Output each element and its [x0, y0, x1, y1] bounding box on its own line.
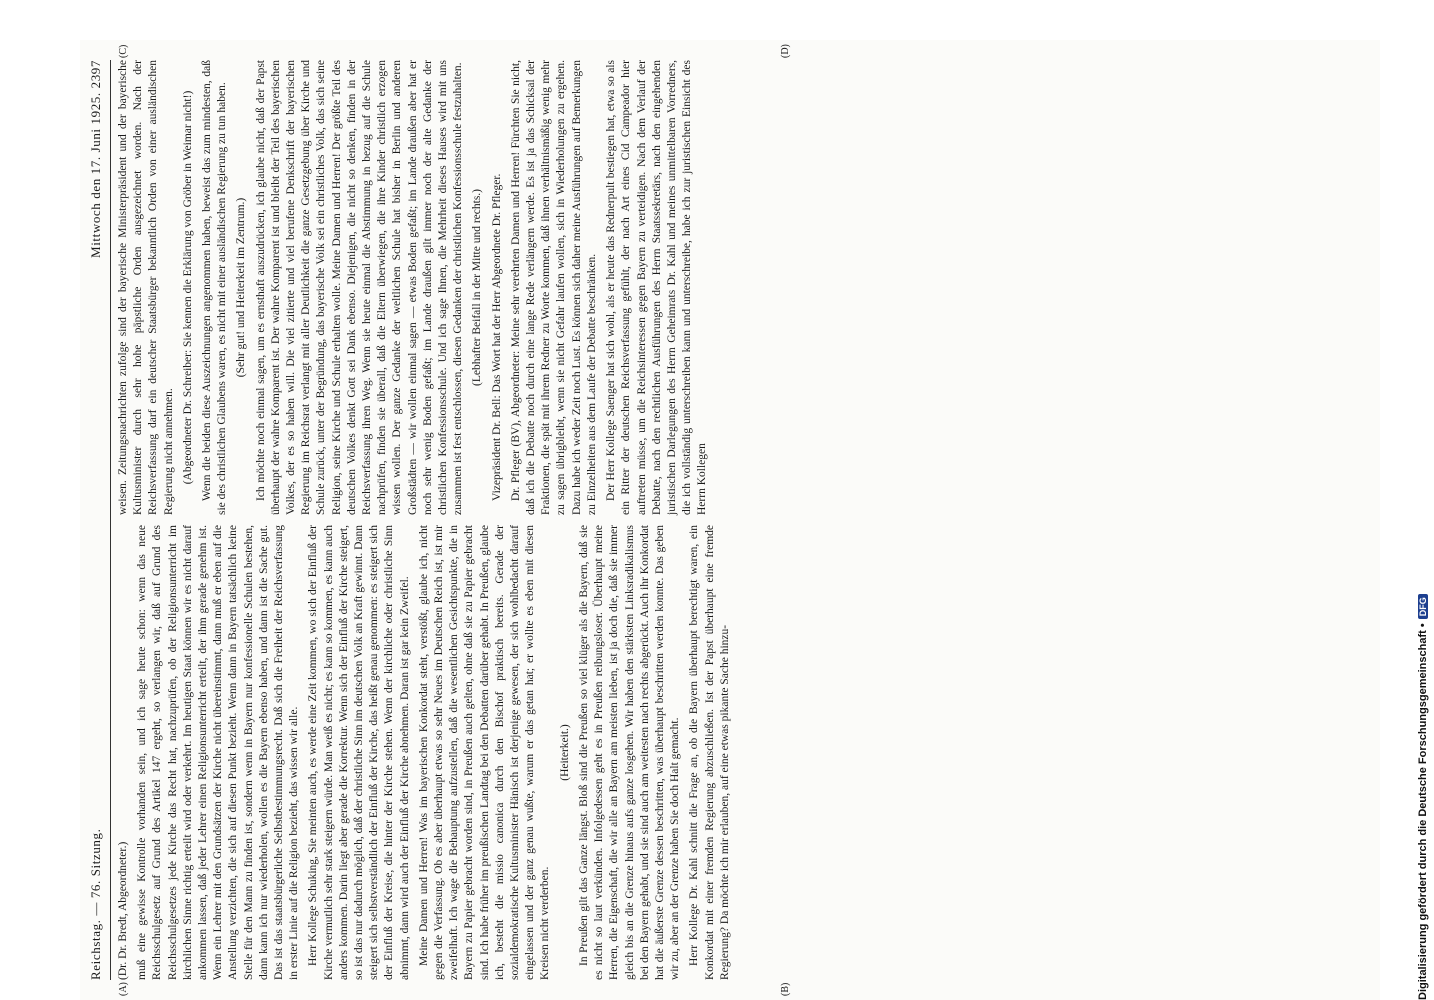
funding-credit: [1417, 20, 1429, 1000]
margin-mark-b: (B): [780, 982, 791, 996]
margin-mark-d: (D): [780, 44, 791, 58]
interjection: (Lebhafter Beifall in der Mitte und rechts.): [471, 188, 484, 387]
interjection: (Abgeordneter Dr. Schreiber: Sie kennen die Erklärung von Gröber in Weimar nicht!): [181, 90, 194, 485]
speaker-tag: (Dr. Dr. Bredt, Abgeordneter.): [117, 841, 129, 980]
header-rule: [110, 60, 111, 980]
credit-text: Digitalisierung gefördert durch die Deutsche Forschungsgemeinschaft •: [1417, 623, 1429, 1000]
paragraph: Dr. Pfleger (BV), Abgeordneter: Meine sehr verehrten Damen und Herren! Fürchten Sie nicht, daß ich die Debatte noch durch eine lange Rede verlängern werde. Es ist ja das Schicksal der Fraktionen, die spät mit ihrem Redner zu Worte kommen, daß ihnen verhältnismäßig wenig mehr zu sagen übrigbleibt, wenn sie nicht Gefahr laufen wollen, sich in Wiederholungen zu ergehen. Dazu habe ich weder Zeit noch Lust. Es können sich daher meine Ausführungen auf Bemerkungen zu Einzelheiten aus dem Laufe der Debatte beschränken.: [509, 60, 598, 515]
right-column: [116, 60, 715, 515]
header-right: Mittwoch den 17. Juni 1925. 2397: [88, 60, 103, 258]
margin-mark-c: (C): [118, 44, 129, 58]
dfg-logo: DFG: [1418, 594, 1428, 619]
header-left: Reichstag. — 76. Sitzung.: [88, 828, 103, 980]
speaker-intro: Vizepräsident Dr. Bell: Das Wort hat der Herr Abgeordnete Dr. Pfleger.: [490, 173, 503, 501]
page-header: [88, 60, 110, 980]
margin-mark-a: (A): [118, 982, 129, 996]
paragraph: weisen. Zeitungsnachrichten zufolge sind der bayerische Ministerpräsident und der bayerische Kultusminister durch sehr hohe päpstliche Orden ausgezeichnet worden. Nach der Reichsverfassung darf ein deutscher Staatsbürger bekanntlich Orden von einer ausländischen Regierung nicht annehmen.: [117, 60, 175, 515]
interjection: (Sehr gut! und Heiterkeit im Zentrum.): [235, 197, 248, 378]
paragraph: In Preußen gilt das Ganze längst. Bloß sind die Preußen so viel klüger als die Bayern, daß sie es nicht so laut verkünden. Infolgedessen geht es in Preußen reibungsloser. Überhaupt meine Herren, die Eigenschaft, die wir alle an Bayern am meisten lieben, ist ja doch die, daß sie immer gleich bis an die Grenze hinaus aufs ganze losgehen. Wir haben den stärksten Linksradikalismus bei den Bayern gehabt, und sie sind auch am weitesten nach rechts abgerückt. Auch ihr Konkordat hat die äußerste Grenze dessen beschritten, was überhaupt beschritten werden konnte. Das geben wir zu, aber an der Grenze haben Sie doch Halt gemacht.: [577, 525, 682, 980]
paragraph: Herr Kollege Schuking, Sie meinten auch, es werde eine Zeit kommen, wo sich der Einfluß der Kirche vermutlich sehr stark steigern würde. Man weiß es nicht; es kann so kommen, es kann auch anders kommen. Darin liegt aber gerade die Korrektur. Wenn sich der Einfluß der Kirche steigert, so ist das nur dadurch möglich, daß der christliche Sinn im deutschen Volk an Kraft gewinnt. Dann steigert sich selbstverständlich der Einfluß der Kirche, das heißt genau genommen: es steigert sich der Einfluß der Kreise, die hinter der Kirche stehen. Wenn der kirchliche oder christliche Sinn abnimmt, dann wird auch der Einfluß der Kirche abnehmen. Daran ist gar kein Zweifel.: [307, 524, 411, 980]
paragraph: Ich möchte noch einmal sagen, um es ernsthaft auszudrücken, ich glaube nicht, daß der Papst überhaupt der wahre Komparent ist. Der wahre Komparent ist und bleibt der Teil des bayerischen Volkes, der es so haben will. Die viel zitierte und viel berufene Denkschrift der bayerischen Regierung im Reichsrat verlangt mit aller Deutlichkeit die ganze Gesetzgebung über Kirche und Schule zurück, unter der Begründung, das bayerische Volk sei ein christliches Volk, das sich seine Religion, seine Kirche und Schule erhalten wolle. Meine Damen und Herren! Der größte Teil des deutschen Volkes denkt Gott sei Dank ebenso. Diejenigen, die nicht so denken, finden in der Reichsverfassung ihren Weg. Wenn sie heute einmal die Abstimmung in bezug auf die Schule nachprüfen, finden sie überall, daß die Eltern überwiegen, die ihre Kinder christlich erzogen wissen wollen. Der ganze Gedanke der weltlichen Schule hat bisher in Berlin und anderen Großstädten — wir wollen einmal sagen — etwas Boden gefaßt; im Lande draußen aber hat er noch sehr wenig Boden gefaßt; im Lande draußen gilt immer noch der alte Gedanke der christlichen Konfessionsschule. Und ich sage Ihnen, die Mehrheit dieses Hauses wird mit uns zusammen ist fest entschlossen, diesen Gedanken der christlichen Konfessionsschule festzuhalten.: [254, 60, 465, 515]
paragraph: Wenn die beiden diese Auszeichnungen angenommen haben, beweist das zum mindesten, daß sie des christlichen Glaubens waren, es nicht mit einer ausländischen Regierung zu tun haben.: [201, 60, 229, 515]
interjection: (Heiterkeit.): [558, 724, 571, 781]
paragraph: Der Herr Kollege Saenger hat sich wohl, als er heute das Rednerpult bestiegen hat, etwa so als ein Ritter der deutschen Reichsverfassung gefühlt, der nach Art eines Cid Campeador hier auftreten müsse, um die Reichsinteressen gegen Bayern zu verteidigen. Nach dem Verlauf der Debatte, nach den rechtlichen Ausführungen des Herrn Staatssekretärs, nach den eingehenden juristischen Darlegungen des Herrn Geheimrats Dr. Kahl und meines unmittelbaren Vorredners, die ich vollständig unterschreiben kann und unterschreibe, habe ich zur juristischen Einsicht des Herrn Kollegen: [605, 60, 709, 515]
paragraph: muß eine gewisse Kontrolle vorhanden sein, und ich sage heute schon: wenn das neue Reichsschulgesetz auf Grund des Artikel 147 ergeht, so verlangen wir, daß auf Grund des Reichsschulgesetzes jede Kirche das Recht hat, nachzuprüfen, ob der Religionsunterricht im kirchlichen Sinne richtig erteilt wird oder verkehrt. Im heutigen Staat können wir es nicht darauf ankommen lassen, daß jeder Lehrer einen Religionsunterricht erteilt, der ihm gerade genehm ist. Wenn ein Lehrer mit den Grundsätzen der Kirche nicht übereinstimmt, dann muß er eben auf die Anstellung verzichten, die sich auf diesen Punkt bezieht. Wenn dann in Bayern tatsächlich keine Stelle für den Mann zu finden ist, sondern wenn in Bayern nur konfessionelle Schulen bestehen, dann kann ich nur wiederholen, wollen es die Bayern ebenso haben, und dann ist die Sache gut. Das ist das staatsbürgerliche Selbstbestimmungsrecht. Daß sich die Freiheit der Reichsverfassung in erster Linie auf die Religion bezieht, das wissen wir alle.: [136, 525, 301, 980]
left-column: [116, 525, 737, 980]
scanned-page: [80, 40, 1380, 1000]
paragraph: Herr Kollege Dr. Kahl schnitt die Frage an, ob die Bayern überhaupt berechtigt waren, ein Konkordat mit einer fremden Regierung abzuschließen. Ist der Papst überhaupt eine fremde Regierung? Da möchte ich mir erlauben, auf eine etwas pikante Sache hinzu-: [688, 525, 731, 980]
paragraph: Meine Damen und Herren! Was im bayerischen Konkordat steht, verstößt, glaube ich, nicht gegen die Verfassung. Ob es aber überhaupt etwas so sehr Neues im Deutschen Reich ist, ist mir zweifelhaft. Ich wage die Behauptung aufzustellen, daß die wesentlichen Gesichtspunkte, die in Bayern zu Papier gebracht worden sind, in Preußen auch gelten, ohne daß sie zu Papier gebracht sind. Ich habe früher im preußischen Landtag bei den Debatten darüber gehabt. In Preußen, glaube ich, besteht die missio canonica durch den Bischof praktisch bereits. Gerade der sozialdemokratische Kultusminister Hänisch ist derjenige gewesen, der sich wohlbedacht darauf eingelassen und der ganz genau wußte, warum er das getan hat; er wollte es eben mit diesen Kreisen nicht verderben.: [417, 525, 552, 980]
